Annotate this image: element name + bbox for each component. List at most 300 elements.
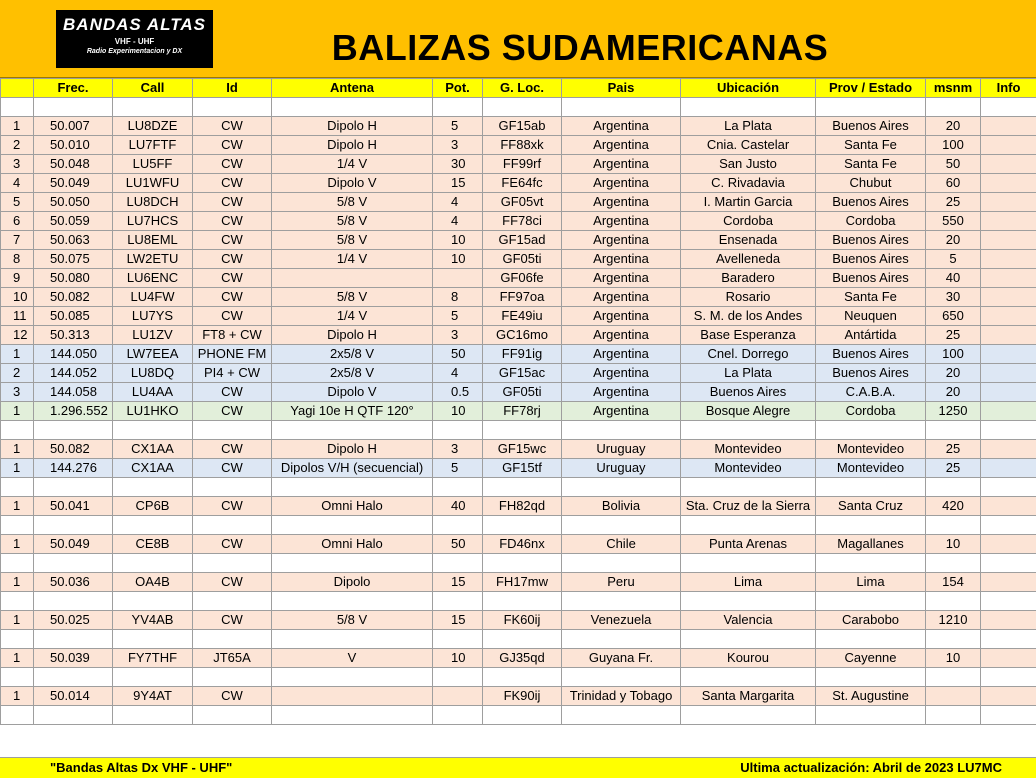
table-cell[interactable]: LU1ZV — [113, 326, 193, 345]
table-cell[interactable] — [1, 421, 34, 440]
table-cell[interactable] — [981, 174, 1036, 193]
table-cell[interactable]: LU4FW — [113, 288, 193, 307]
table-cell[interactable]: FE64fc — [483, 174, 562, 193]
table-cell[interactable]: 1/4 V — [272, 307, 433, 326]
table-cell[interactable] — [816, 592, 926, 611]
table-cell[interactable]: Buenos Aires — [816, 250, 926, 269]
table-cell[interactable]: Yagi 10e H QTF 120° — [272, 402, 433, 421]
table-cell[interactable]: 8 — [1, 250, 34, 269]
table-cell[interactable] — [981, 478, 1036, 497]
column-header[interactable] — [1, 79, 34, 98]
table-cell[interactable]: 1 — [1, 345, 34, 364]
table-cell[interactable] — [34, 706, 113, 725]
table-cell[interactable]: CW — [193, 174, 272, 193]
table-cell[interactable] — [483, 668, 562, 687]
table-cell[interactable]: Avelleneda — [681, 250, 816, 269]
table-cell[interactable] — [34, 421, 113, 440]
table-cell[interactable]: Cordoba — [816, 402, 926, 421]
table-cell[interactable]: 5 — [1, 193, 34, 212]
table-cell[interactable]: 2 — [1, 136, 34, 155]
table-cell[interactable]: Argentina — [562, 345, 681, 364]
table-cell[interactable]: LU5FF — [113, 155, 193, 174]
table-cell[interactable]: Argentina — [562, 117, 681, 136]
table-cell[interactable]: Kourou — [681, 649, 816, 668]
table-cell[interactable]: LU7YS — [113, 307, 193, 326]
table-cell[interactable]: GF15ad — [483, 231, 562, 250]
table-cell[interactable]: 1 — [1, 649, 34, 668]
table-cell[interactable]: 50 — [433, 345, 483, 364]
table-cell[interactable]: 15 — [433, 611, 483, 630]
table-cell[interactable]: 10 — [926, 649, 981, 668]
table-cell[interactable]: FF97oa — [483, 288, 562, 307]
table-cell[interactable] — [981, 611, 1036, 630]
table-cell[interactable]: 5 — [433, 307, 483, 326]
table-cell[interactable]: Dipolo H — [272, 136, 433, 155]
table-cell[interactable]: 40 — [926, 269, 981, 288]
table-cell[interactable] — [816, 98, 926, 117]
table-cell[interactable]: LU4AA — [113, 383, 193, 402]
table-cell[interactable]: 650 — [926, 307, 981, 326]
table-cell[interactable] — [272, 592, 433, 611]
table-cell[interactable] — [981, 212, 1036, 231]
table-cell[interactable]: CX1AA — [113, 459, 193, 478]
table-cell[interactable]: 50.059 — [34, 212, 113, 231]
table-cell[interactable] — [483, 421, 562, 440]
table-cell[interactable]: Dipolo V — [272, 383, 433, 402]
table-cell[interactable]: GJ35qd — [483, 649, 562, 668]
table-cell[interactable] — [193, 706, 272, 725]
table-cell[interactable]: CW — [193, 117, 272, 136]
table-cell[interactable] — [272, 269, 433, 288]
table-cell[interactable]: 9 — [1, 269, 34, 288]
table-cell[interactable]: Cordoba — [681, 212, 816, 231]
table-cell[interactable]: FK60ij — [483, 611, 562, 630]
table-cell[interactable]: 50.049 — [34, 174, 113, 193]
table-cell[interactable]: Omni Halo — [272, 497, 433, 516]
table-cell[interactable] — [681, 706, 816, 725]
table-cell[interactable] — [816, 421, 926, 440]
table-cell[interactable]: Buenos Aires — [816, 345, 926, 364]
table-cell[interactable] — [272, 630, 433, 649]
table-cell[interactable] — [433, 687, 483, 706]
table-cell[interactable]: 25 — [926, 459, 981, 478]
table-cell[interactable]: CW — [193, 136, 272, 155]
table-cell[interactable] — [272, 98, 433, 117]
table-cell[interactable]: C. Rivadavia — [681, 174, 816, 193]
table-cell[interactable]: FT8 + CW — [193, 326, 272, 345]
table-cell[interactable] — [681, 421, 816, 440]
table-cell[interactable] — [483, 478, 562, 497]
table-cell[interactable]: Peru — [562, 573, 681, 592]
table-cell[interactable] — [981, 136, 1036, 155]
table-cell[interactable] — [926, 592, 981, 611]
table-cell[interactable]: 4 — [433, 212, 483, 231]
table-cell[interactable] — [34, 554, 113, 573]
table-cell[interactable]: Dipolo H — [272, 117, 433, 136]
table-cell[interactable]: FF78ci — [483, 212, 562, 231]
table-cell[interactable]: 1 — [1, 497, 34, 516]
table-cell[interactable]: LW7EEA — [113, 345, 193, 364]
table-cell[interactable] — [681, 478, 816, 497]
table-cell[interactable]: 50 — [433, 535, 483, 554]
table-cell[interactable] — [34, 516, 113, 535]
table-cell[interactable] — [433, 706, 483, 725]
table-cell[interactable] — [981, 269, 1036, 288]
table-cell[interactable]: FF99rf — [483, 155, 562, 174]
table-cell[interactable]: 4 — [433, 193, 483, 212]
table-cell[interactable] — [483, 554, 562, 573]
table-cell[interactable]: 0.5 — [433, 383, 483, 402]
table-cell[interactable]: 50.050 — [34, 193, 113, 212]
table-cell[interactable]: Uruguay — [562, 440, 681, 459]
table-cell[interactable]: 11 — [1, 307, 34, 326]
table-cell[interactable] — [981, 497, 1036, 516]
table-cell[interactable]: Carabobo — [816, 611, 926, 630]
table-cell[interactable] — [1, 668, 34, 687]
table-cell[interactable]: 60 — [926, 174, 981, 193]
table-cell[interactable]: Lima — [681, 573, 816, 592]
table-cell[interactable] — [816, 516, 926, 535]
table-cell[interactable] — [193, 554, 272, 573]
table-cell[interactable]: Buenos Aires — [816, 269, 926, 288]
table-cell[interactable]: 25 — [926, 326, 981, 345]
table-cell[interactable]: 144.058 — [34, 383, 113, 402]
table-cell[interactable] — [926, 516, 981, 535]
table-cell[interactable]: I. Martin Garcia — [681, 193, 816, 212]
table-cell[interactable]: S. M. de los Andes — [681, 307, 816, 326]
table-cell[interactable] — [113, 516, 193, 535]
table-cell[interactable]: Dipolo H — [272, 440, 433, 459]
table-cell[interactable]: 3 — [433, 136, 483, 155]
table-cell[interactable]: CX1AA — [113, 440, 193, 459]
table-cell[interactable] — [113, 98, 193, 117]
table-cell[interactable]: 20 — [926, 231, 981, 250]
table-cell[interactable]: CW — [193, 459, 272, 478]
table-cell[interactable] — [816, 554, 926, 573]
table-cell[interactable]: 50.025 — [34, 611, 113, 630]
table-cell[interactable]: 1 — [1, 535, 34, 554]
table-cell[interactable] — [433, 630, 483, 649]
table-cell[interactable] — [981, 250, 1036, 269]
table-cell[interactable]: Bolivia — [562, 497, 681, 516]
table-cell[interactable]: CW — [193, 440, 272, 459]
table-cell[interactable]: Argentina — [562, 383, 681, 402]
table-cell[interactable]: LU1HKO — [113, 402, 193, 421]
column-header[interactable]: Info — [981, 79, 1036, 98]
table-cell[interactable] — [981, 193, 1036, 212]
table-cell[interactable] — [981, 288, 1036, 307]
table-cell[interactable] — [34, 630, 113, 649]
table-cell[interactable]: Cordoba — [816, 212, 926, 231]
table-cell[interactable]: 5 — [433, 459, 483, 478]
table-cell[interactable] — [981, 459, 1036, 478]
table-cell[interactable]: Chubut — [816, 174, 926, 193]
table-cell[interactable] — [981, 687, 1036, 706]
table-cell[interactable] — [681, 668, 816, 687]
table-cell[interactable]: Argentina — [562, 326, 681, 345]
table-cell[interactable] — [483, 630, 562, 649]
table-cell[interactable] — [193, 516, 272, 535]
table-cell[interactable]: OA4B — [113, 573, 193, 592]
table-cell[interactable]: Argentina — [562, 250, 681, 269]
table-cell[interactable] — [193, 478, 272, 497]
table-cell[interactable]: 25 — [926, 193, 981, 212]
table-cell[interactable]: 5/8 V — [272, 193, 433, 212]
table-cell[interactable]: CW — [193, 497, 272, 516]
column-header[interactable]: Antena — [272, 79, 433, 98]
table-cell[interactable]: 144.050 — [34, 345, 113, 364]
column-header[interactable]: Ubicación — [681, 79, 816, 98]
table-cell[interactable]: La Plata — [681, 117, 816, 136]
table-cell[interactable]: 10 — [433, 649, 483, 668]
table-cell[interactable]: FH17mw — [483, 573, 562, 592]
table-cell[interactable] — [562, 421, 681, 440]
table-cell[interactable]: Cnel. Dorrego — [681, 345, 816, 364]
table-cell[interactable]: 20 — [926, 117, 981, 136]
table-cell[interactable] — [113, 478, 193, 497]
table-cell[interactable]: GF15wc — [483, 440, 562, 459]
table-cell[interactable]: Guyana Fr. — [562, 649, 681, 668]
table-cell[interactable]: LU8EML — [113, 231, 193, 250]
table-cell[interactable]: 5/8 V — [272, 611, 433, 630]
table-cell[interactable] — [816, 706, 926, 725]
table-cell[interactable]: Sta. Cruz de la Sierra — [681, 497, 816, 516]
table-cell[interactable]: Santa Cruz — [816, 497, 926, 516]
table-cell[interactable]: CW — [193, 687, 272, 706]
table-cell[interactable]: Punta Arenas — [681, 535, 816, 554]
table-cell[interactable]: 10 — [926, 535, 981, 554]
table-cell[interactable] — [926, 630, 981, 649]
table-cell[interactable]: 50.049 — [34, 535, 113, 554]
table-cell[interactable]: Argentina — [562, 136, 681, 155]
table-cell[interactable] — [816, 630, 926, 649]
table-cell[interactable] — [483, 516, 562, 535]
table-cell[interactable] — [981, 421, 1036, 440]
table-cell[interactable] — [981, 364, 1036, 383]
table-cell[interactable]: 15 — [433, 573, 483, 592]
table-cell[interactable]: 3 — [1, 155, 34, 174]
table-cell[interactable]: Buenos Aires — [681, 383, 816, 402]
table-cell[interactable]: 50.014 — [34, 687, 113, 706]
table-cell[interactable] — [272, 706, 433, 725]
table-cell[interactable]: Montevideo — [816, 459, 926, 478]
table-cell[interactable]: 3 — [1, 383, 34, 402]
table-cell[interactable]: 50.036 — [34, 573, 113, 592]
table-cell[interactable]: GF06fe — [483, 269, 562, 288]
table-cell[interactable]: PHONE FM — [193, 345, 272, 364]
table-cell[interactable] — [681, 98, 816, 117]
table-cell[interactable] — [433, 668, 483, 687]
table-cell[interactable]: FF78rj — [483, 402, 562, 421]
table-cell[interactable]: LU8DQ — [113, 364, 193, 383]
table-cell[interactable] — [113, 630, 193, 649]
table-cell[interactable] — [681, 516, 816, 535]
table-cell[interactable]: 5/8 V — [272, 231, 433, 250]
table-cell[interactable] — [483, 592, 562, 611]
table-cell[interactable] — [113, 421, 193, 440]
table-cell[interactable] — [272, 478, 433, 497]
table-cell[interactable]: 10 — [1, 288, 34, 307]
table-cell[interactable]: Omni Halo — [272, 535, 433, 554]
table-cell[interactable] — [272, 668, 433, 687]
table-cell[interactable] — [816, 478, 926, 497]
table-cell[interactable] — [981, 307, 1036, 326]
table-cell[interactable] — [981, 706, 1036, 725]
table-cell[interactable]: Santa Fe — [816, 155, 926, 174]
table-cell[interactable]: 50.063 — [34, 231, 113, 250]
table-cell[interactable]: 3 — [433, 440, 483, 459]
table-cell[interactable]: 3 — [433, 326, 483, 345]
table-cell[interactable] — [981, 630, 1036, 649]
table-cell[interactable] — [433, 592, 483, 611]
table-cell[interactable]: CW — [193, 307, 272, 326]
table-cell[interactable]: LU7HCS — [113, 212, 193, 231]
table-cell[interactable]: CW — [193, 231, 272, 250]
column-header[interactable]: Pais — [562, 79, 681, 98]
table-cell[interactable]: 420 — [926, 497, 981, 516]
table-cell[interactable]: Montevideo — [681, 459, 816, 478]
table-cell[interactable]: Buenos Aires — [816, 193, 926, 212]
table-cell[interactable]: CW — [193, 402, 272, 421]
table-cell[interactable]: CW — [193, 573, 272, 592]
table-cell[interactable] — [562, 478, 681, 497]
table-cell[interactable]: 2x5/8 V — [272, 364, 433, 383]
table-cell[interactable]: 1 — [1, 687, 34, 706]
table-cell[interactable]: FE49iu — [483, 307, 562, 326]
table-cell[interactable] — [926, 421, 981, 440]
table-cell[interactable] — [34, 98, 113, 117]
table-cell[interactable]: 100 — [926, 345, 981, 364]
table-cell[interactable]: 1 — [1, 611, 34, 630]
table-cell[interactable]: 50.082 — [34, 440, 113, 459]
table-cell[interactable] — [433, 478, 483, 497]
table-cell[interactable]: Santa Fe — [816, 288, 926, 307]
table-cell[interactable] — [981, 402, 1036, 421]
table-cell[interactable]: 25 — [926, 440, 981, 459]
table-cell[interactable] — [681, 592, 816, 611]
table-cell[interactable] — [483, 98, 562, 117]
table-cell[interactable]: 30 — [433, 155, 483, 174]
table-cell[interactable]: St. Augustine — [816, 687, 926, 706]
table-cell[interactable]: 8 — [433, 288, 483, 307]
table-cell[interactable] — [981, 592, 1036, 611]
table-cell[interactable]: Argentina — [562, 231, 681, 250]
table-cell[interactable] — [926, 706, 981, 725]
table-cell[interactable]: CW — [193, 288, 272, 307]
table-cell[interactable]: Magallanes — [816, 535, 926, 554]
table-cell[interactable]: FF88xk — [483, 136, 562, 155]
table-cell[interactable] — [34, 668, 113, 687]
table-cell[interactable]: 1 — [1, 459, 34, 478]
table-cell[interactable] — [433, 421, 483, 440]
table-cell[interactable]: Dipolos V/H (secuencial) — [272, 459, 433, 478]
table-cell[interactable]: Antártida — [816, 326, 926, 345]
table-cell[interactable]: Bosque Alegre — [681, 402, 816, 421]
table-cell[interactable] — [193, 421, 272, 440]
table-cell[interactable] — [926, 668, 981, 687]
table-cell[interactable] — [981, 516, 1036, 535]
table-cell[interactable] — [483, 706, 562, 725]
table-cell[interactable]: 5 — [926, 250, 981, 269]
table-cell[interactable] — [562, 98, 681, 117]
table-cell[interactable] — [562, 516, 681, 535]
table-cell[interactable] — [981, 326, 1036, 345]
table-cell[interactable]: Buenos Aires — [816, 231, 926, 250]
table-cell[interactable]: Argentina — [562, 364, 681, 383]
table-cell[interactable]: Argentina — [562, 402, 681, 421]
table-cell[interactable] — [926, 554, 981, 573]
table-cell[interactable] — [193, 98, 272, 117]
table-cell[interactable]: 30 — [926, 288, 981, 307]
table-cell[interactable] — [926, 478, 981, 497]
table-cell[interactable] — [34, 592, 113, 611]
table-cell[interactable]: CW — [193, 155, 272, 174]
table-cell[interactable]: GC16mo — [483, 326, 562, 345]
column-header[interactable]: msnm — [926, 79, 981, 98]
table-cell[interactable] — [562, 592, 681, 611]
table-cell[interactable]: CW — [193, 611, 272, 630]
table-cell[interactable]: GF15tf — [483, 459, 562, 478]
table-cell[interactable]: 550 — [926, 212, 981, 231]
column-header[interactable]: G. Loc. — [483, 79, 562, 98]
table-cell[interactable]: Chile — [562, 535, 681, 554]
table-cell[interactable] — [562, 668, 681, 687]
table-cell[interactable]: YV4AB — [113, 611, 193, 630]
table-cell[interactable]: CE8B — [113, 535, 193, 554]
table-cell[interactable]: Dipolo V — [272, 174, 433, 193]
table-cell[interactable] — [193, 630, 272, 649]
table-cell[interactable] — [1, 554, 34, 573]
column-header[interactable]: Prov / Estado — [816, 79, 926, 98]
table-cell[interactable]: GF15ab — [483, 117, 562, 136]
table-cell[interactable]: 20 — [926, 383, 981, 402]
table-cell[interactable]: FF91ig — [483, 345, 562, 364]
table-cell[interactable]: Rosario — [681, 288, 816, 307]
table-cell[interactable] — [562, 554, 681, 573]
table-cell[interactable] — [1, 592, 34, 611]
table-cell[interactable]: FY7THF — [113, 649, 193, 668]
table-cell[interactable] — [433, 98, 483, 117]
table-cell[interactable]: 50.075 — [34, 250, 113, 269]
table-cell[interactable] — [1, 98, 34, 117]
table-cell[interactable] — [981, 668, 1036, 687]
table-cell[interactable] — [272, 421, 433, 440]
table-cell[interactable]: GF05ti — [483, 383, 562, 402]
table-cell[interactable] — [193, 592, 272, 611]
table-cell[interactable] — [981, 155, 1036, 174]
table-cell[interactable] — [433, 554, 483, 573]
table-cell[interactable] — [272, 516, 433, 535]
table-cell[interactable] — [926, 687, 981, 706]
table-cell[interactable] — [981, 573, 1036, 592]
table-cell[interactable]: San Justo — [681, 155, 816, 174]
table-cell[interactable]: Base Esperanza — [681, 326, 816, 345]
table-cell[interactable]: Baradero — [681, 269, 816, 288]
table-cell[interactable]: 5/8 V — [272, 212, 433, 231]
table-cell[interactable]: 10 — [433, 250, 483, 269]
table-cell[interactable]: LU7FTF — [113, 136, 193, 155]
table-cell[interactable]: 4 — [1, 174, 34, 193]
table-cell[interactable]: CW — [193, 269, 272, 288]
table-cell[interactable] — [1, 630, 34, 649]
table-cell[interactable]: 144.052 — [34, 364, 113, 383]
table-cell[interactable] — [113, 554, 193, 573]
table-cell[interactable]: 50.085 — [34, 307, 113, 326]
table-cell[interactable]: 50.080 — [34, 269, 113, 288]
table-cell[interactable]: Argentina — [562, 212, 681, 231]
table-cell[interactable] — [681, 554, 816, 573]
table-cell[interactable]: Lima — [816, 573, 926, 592]
